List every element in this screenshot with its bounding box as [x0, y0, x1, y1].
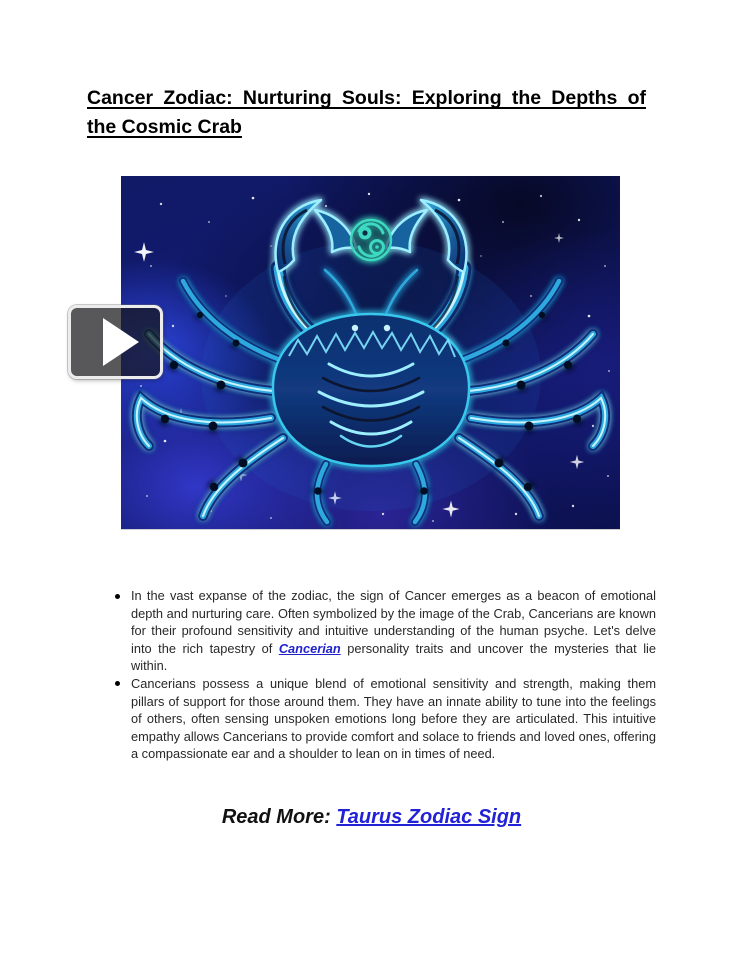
cancer-zodiac-symbol-icon: [351, 220, 391, 260]
list-item: [113, 675, 656, 763]
bullet-list: [113, 587, 656, 763]
cancer-crab-video-thumbnail[interactable]: [121, 176, 620, 530]
play-button[interactable]: [68, 305, 163, 379]
read-more-line: [87, 804, 656, 830]
cosmic-crab-illustration: [121, 176, 620, 529]
list-item: [113, 587, 656, 675]
taurus-zodiac-link[interactable]: Taurus Zodiac Sign: [336, 806, 522, 828]
page-title: Cancer Zodiac: Nurturing Souls: Exploring the Depths of the Cosmic Crab: [87, 87, 646, 138]
read-more-label: Read More:: [221, 806, 337, 828]
bullet-text: Cancerians possess a unique blend of emotional sensitivity and strength, making them pillars of support for those around them. They have an innate ability to tune into the feelings of others, often sensing unspoken emotions long before they are articulated. This intuitive empathy allows Cancerians to provide comfort and solace to friends and loved ones, offering a compassionate ear and a shoulder to lean on in times of need.: [131, 675, 656, 762]
cancerian-link[interactable]: Cancerian: [278, 640, 341, 656]
bullet-text: In the vast expanse of the zodiac, the sign of Cancer emerges as a beacon of emotional depth and nurturing care. Often symbolized by the image of the Crab, Cancerians are known for their profound sensitivity and intuitive understanding of the human psyche. Let's delve into the rich tapestry of: [131, 588, 656, 656]
bullet-text: personality traits and uncover the mysteries that lie within.: [131, 640, 656, 674]
play-triangle-icon: [103, 318, 139, 366]
